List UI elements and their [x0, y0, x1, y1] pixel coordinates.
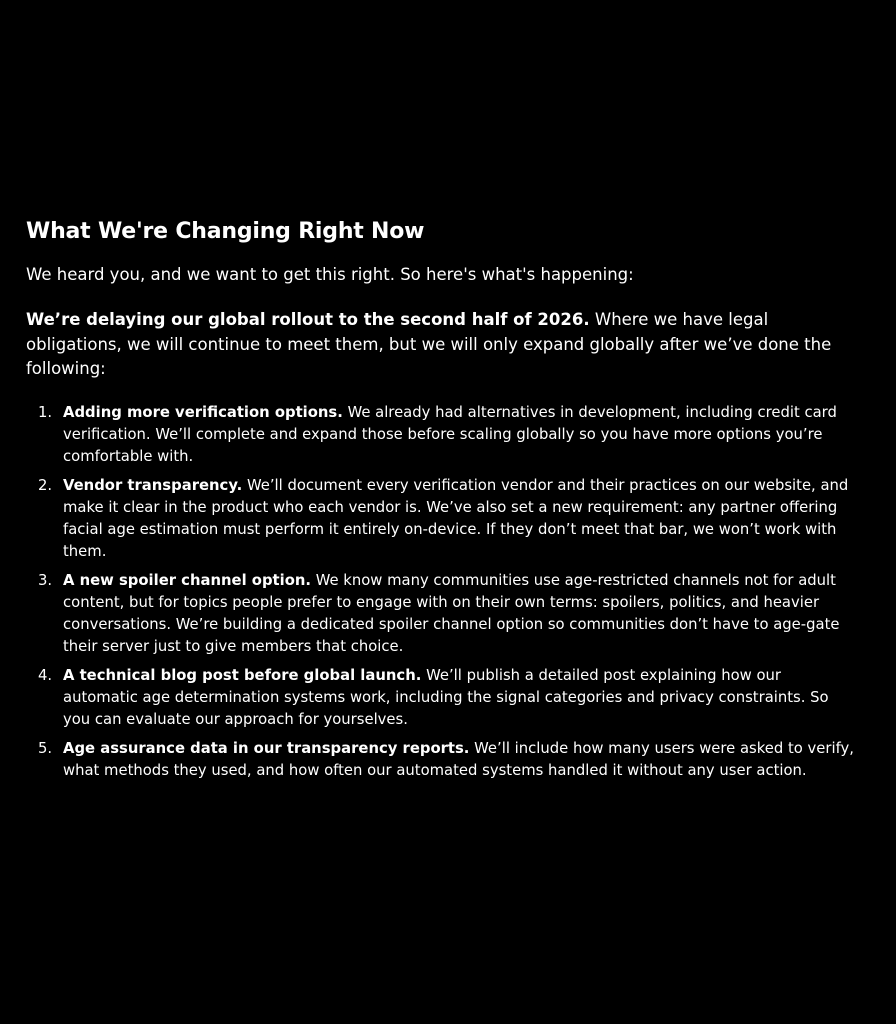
- section-title: What We're Changing Right Now: [26, 219, 425, 244]
- list-item-heading: A technical blog post before global launch.: [63, 666, 422, 684]
- steps-list: [26, 402, 856, 782]
- lead-bold-text: We’re delaying our global rollout to the second half of 2026.: [26, 310, 590, 329]
- list-item: [26, 475, 856, 563]
- list-item-heading: Vendor transparency.: [63, 476, 243, 494]
- list-item-body: We’ll document every verification vendor and their practices on our website, and make it clear in the product who each vendor is. We’ve also set a new requirement: any partner offering facial age estimation must perform it entirely on-device. If they don’t meet that bar, we won’t work with them.: [63, 476, 849, 560]
- list-item: [26, 402, 856, 468]
- list-item-body: We already had alternatives in development, including credit card verification. We’ll complete and expand those before scaling globally so you have more options you’re comfortable with.: [63, 403, 837, 465]
- list-item: [26, 570, 856, 658]
- list-item-body: We’ll include how many users were asked to verify, what methods they used, and how often our automated systems handled it without any user action.: [63, 739, 855, 779]
- list-item: [26, 738, 856, 782]
- lead-text: Where we have legal obligations, we will continue to meet them, but we will only expand globally after we’ve done the following:: [26, 310, 832, 378]
- list-item-body: We’ll publish a detailed post explaining how our automatic age determination systems work, including the signal categories and privacy constraints. So you can evaluate our approach for yourselves.: [63, 666, 829, 728]
- list-item: [26, 665, 856, 731]
- list-item-number: 2.: [38, 476, 53, 494]
- list-item-heading: Adding more verification options.: [63, 403, 343, 421]
- list-item-heading: A new spoiler channel option.: [63, 571, 312, 589]
- list-item-heading: Age assurance data in our transparency reports.: [63, 739, 470, 757]
- list-item-number: 1.: [38, 403, 53, 421]
- list-item-number: 3.: [38, 571, 53, 589]
- list-item-number: 4.: [38, 666, 53, 684]
- intro-paragraph: We heard you, and we want to get this right. So here's what's happening:: [26, 265, 634, 284]
- list-item-body: We know many communities use age-restricted channels not for adult content, but for topics people prefer to engage with on their own terms: spoilers, politics, and heavier conversations. We’re building a dedicated spoiler channel option so communities don’t have to age-gate their server just to give members that choice.: [63, 571, 840, 655]
- lead-paragraph: [26, 308, 856, 382]
- list-item-number: 5.: [38, 739, 53, 757]
